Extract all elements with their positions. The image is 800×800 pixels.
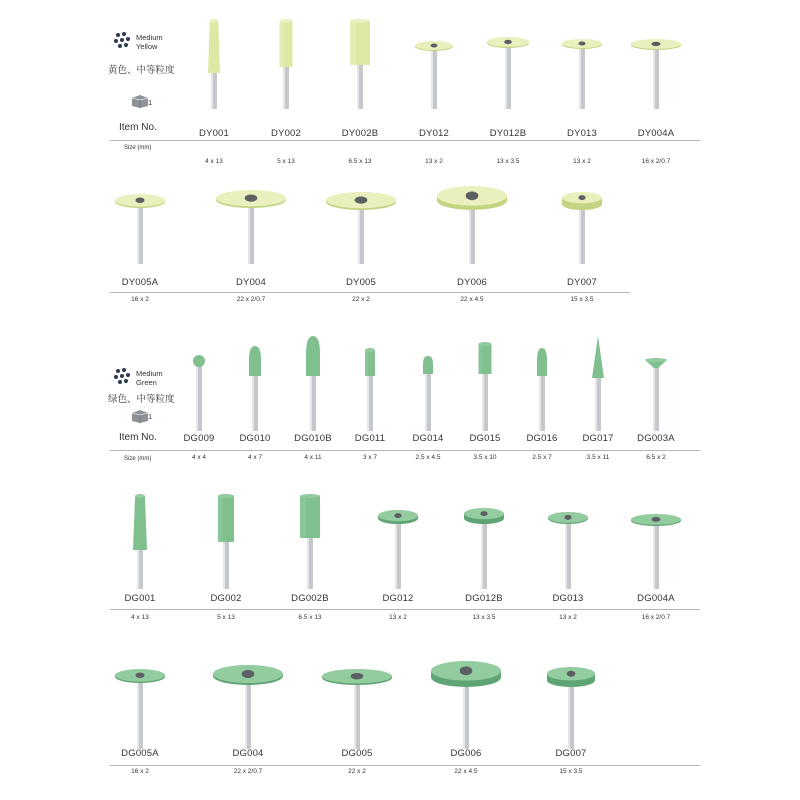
bur-illustration — [542, 15, 622, 125]
bur-illustration — [246, 15, 326, 125]
grit-dots-icon — [114, 32, 134, 52]
item-code: DG015 — [469, 433, 501, 444]
package-box-icon — [130, 409, 153, 423]
item-code: DG001 — [124, 593, 156, 604]
bur-illustration — [394, 15, 474, 125]
package-quantity: 1 — [148, 98, 153, 107]
item-code: DG006 — [450, 748, 482, 759]
abrasive-head — [487, 37, 529, 48]
bur-illustration — [616, 15, 696, 125]
abrasive-head — [631, 514, 681, 526]
abrasive-head — [306, 336, 320, 376]
product-dy002 — [246, 15, 326, 170]
bur-illustration — [186, 490, 266, 605]
item-size: 13 x 2 — [573, 158, 591, 165]
item-size: 22 x 4.5 — [460, 296, 484, 303]
product-dg001 — [100, 490, 180, 626]
bur-illustration — [616, 490, 696, 605]
item-code: DY013 — [566, 128, 598, 139]
item-code: DG004 — [232, 748, 264, 759]
item-size: 5 x 13 — [217, 614, 235, 621]
abrasive-head — [322, 669, 392, 685]
item-code: DG002B — [291, 593, 329, 604]
item-code: DY004A — [637, 128, 675, 139]
abrasive-head — [548, 512, 588, 524]
item-size: 15 x 3.5 — [570, 296, 594, 303]
abrasive-head — [326, 192, 396, 210]
row-divider — [110, 765, 700, 766]
product-dg006 — [426, 655, 506, 780]
abrasive-head — [378, 510, 418, 524]
abrasive-head — [350, 19, 370, 65]
item-code: DY005 — [345, 277, 377, 288]
item-code: DY002 — [270, 128, 302, 139]
bur-illustration — [320, 15, 400, 125]
product-dg003a — [616, 332, 696, 466]
bur-illustration — [528, 490, 608, 605]
item-size: 5 x 13 — [277, 158, 295, 165]
item-size: 13 x 2 — [425, 158, 443, 165]
abrasive-head — [218, 494, 234, 542]
product-dg004a — [616, 490, 696, 626]
item-size: 22 x 4.5 — [454, 768, 478, 775]
item-size: 6.5 x 13 — [298, 614, 322, 621]
item-code: DY005A — [121, 277, 159, 288]
product-dy012b — [468, 15, 548, 170]
abrasive-head — [562, 192, 602, 210]
product-dg005 — [317, 655, 397, 780]
abrasive-head — [115, 194, 165, 208]
item-code: DY007 — [566, 277, 598, 288]
item-size: 15 x 3.5 — [559, 768, 583, 775]
item-size: 22 x 2/0.7 — [236, 296, 266, 303]
package-quantity: 1 — [148, 412, 153, 421]
bur-illustration — [321, 180, 401, 280]
abrasive-head — [216, 190, 286, 208]
item-size: 16 x 2/0.7 — [641, 614, 671, 621]
grit-dots-icon — [114, 368, 134, 388]
item-code: DG005 — [341, 748, 373, 759]
item-size: 2.5 x 7 — [532, 454, 552, 461]
product-dg002 — [186, 490, 266, 626]
item-code: DG013 — [552, 593, 584, 604]
item-code: DG005A — [121, 748, 159, 759]
bur-illustration — [444, 490, 524, 605]
product-dg013 — [528, 490, 608, 626]
item-code: DY012B — [489, 128, 527, 139]
product-dy012 — [394, 15, 474, 170]
abrasive-head — [365, 348, 375, 376]
abrasive-head — [213, 665, 283, 685]
product-dg007 — [531, 655, 611, 780]
abrasive-head — [249, 346, 261, 376]
bur-illustration — [432, 180, 512, 280]
item-size: 22 x 2/0.7 — [233, 768, 263, 775]
abrasive-head — [133, 494, 147, 550]
abrasive-head — [537, 348, 547, 376]
abrasive-head — [115, 669, 165, 683]
grit-label: Medium Yellow — [136, 33, 163, 51]
package-box-icon — [130, 94, 153, 108]
item-code: DG014 — [412, 433, 444, 444]
product-dy007 — [542, 180, 622, 308]
size-header: Size (mm) — [124, 145, 152, 151]
bur-illustration — [174, 15, 254, 125]
product-dg012 — [358, 490, 438, 626]
product-dy004a — [616, 15, 696, 170]
item-size: 4 x 7 — [247, 454, 263, 461]
bur-illustration — [468, 15, 548, 125]
item-code: DY002B — [341, 128, 379, 139]
product-dy005 — [321, 180, 401, 308]
product-dy005a — [100, 180, 180, 308]
item-size: 16 x 2 — [131, 768, 149, 775]
size-header: Size (mm) — [124, 456, 152, 462]
abrasive-head — [300, 494, 320, 538]
item-size: 2.5 x 4.5 — [415, 454, 441, 461]
product-dy001 — [174, 15, 254, 170]
item-size: 3.5 x 11 — [586, 454, 610, 461]
product-dy002b — [320, 15, 400, 170]
item-code: DG002 — [210, 593, 242, 604]
product-dy004 — [211, 180, 291, 308]
abrasive-head — [479, 342, 492, 374]
item-code: DG012 — [382, 593, 414, 604]
product-dg002b — [270, 490, 350, 626]
item-code: DY006 — [456, 277, 488, 288]
item-size: 4 x 11 — [304, 454, 322, 461]
product-dg012b — [444, 490, 524, 626]
abrasive-head — [547, 667, 595, 687]
grit-label-chinese: 黄色、中等粒度 — [108, 65, 175, 76]
item-code: DG012B — [465, 593, 503, 604]
abrasive-head — [431, 661, 501, 687]
bur-illustration — [616, 332, 696, 447]
item-code: DY012 — [418, 128, 450, 139]
item-code: DG004A — [637, 593, 675, 604]
abrasive-head — [562, 39, 602, 49]
item-code: DG011 — [354, 433, 386, 444]
item-size: 16 x 2/0.7 — [641, 158, 671, 165]
abrasive-head — [592, 336, 604, 378]
abrasive-head — [415, 41, 453, 51]
item-size: 13 x 2 — [559, 614, 577, 621]
item-code: DG010 — [239, 433, 271, 444]
abrasive-head — [423, 356, 433, 374]
abrasive-head — [437, 186, 507, 210]
bur-illustration — [270, 490, 350, 605]
abrasive-head — [208, 19, 220, 73]
grit-label: Medium Green — [136, 369, 163, 387]
item-size: 16 x 2 — [131, 296, 149, 303]
item-size: 6.5 x 13 — [348, 158, 372, 165]
bur-illustration — [211, 180, 291, 280]
product-dg004 — [208, 655, 288, 780]
item-code: DG009 — [183, 433, 215, 444]
item-size: 13 x 3.5 — [496, 158, 520, 165]
item-size: 22 x 2 — [348, 768, 366, 775]
abrasive-head — [193, 355, 205, 367]
bur-illustration — [100, 180, 180, 280]
item-no-header: Item No. — [119, 432, 157, 443]
item-code: DY001 — [198, 128, 230, 139]
item-size: 22 x 2 — [352, 296, 370, 303]
item-code: DY004 — [235, 277, 267, 288]
abrasive-head — [280, 19, 293, 67]
product-dg005a — [100, 655, 180, 780]
item-size: 6.5 x 2 — [646, 454, 666, 461]
abrasive-head — [645, 358, 667, 368]
item-code: DG017 — [582, 433, 614, 444]
item-code: DG003A — [637, 433, 675, 444]
item-code: DG016 — [526, 433, 558, 444]
item-size: 13 x 3.5 — [472, 614, 496, 621]
item-code: DG010B — [294, 433, 332, 444]
abrasive-head — [464, 508, 504, 524]
item-no-header: Item No. — [119, 122, 157, 133]
abrasive-head — [631, 39, 681, 50]
item-code: DG007 — [555, 748, 587, 759]
product-dy013 — [542, 15, 622, 170]
bur-illustration — [542, 180, 622, 280]
item-size: 4 x 13 — [131, 614, 149, 621]
item-size: 4 x 4 — [191, 454, 207, 461]
item-size: 3.5 x 10 — [473, 454, 497, 461]
product-dy006 — [432, 180, 512, 308]
bur-illustration — [100, 490, 180, 605]
item-size: 3 x 7 — [362, 454, 378, 461]
item-size: 13 x 2 — [389, 614, 407, 621]
grit-label-chinese: 绿色、中等粒度 — [108, 394, 175, 405]
item-size: 4 x 13 — [205, 158, 223, 165]
bur-illustration — [358, 490, 438, 605]
